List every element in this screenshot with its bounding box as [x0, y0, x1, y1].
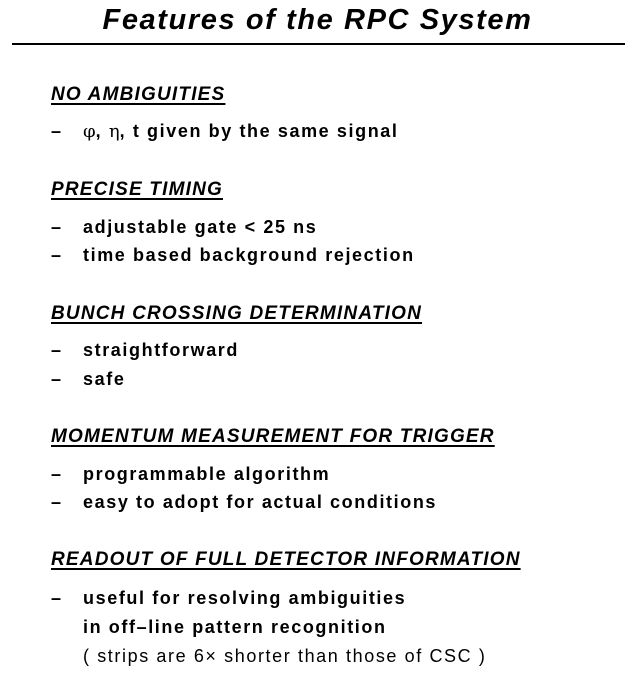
list-item-text: easy to adopt for actual conditions — [83, 492, 438, 512]
bullet-dash: – — [51, 588, 63, 608]
bullet-dash: – — [51, 492, 63, 512]
list-item — [51, 369, 125, 390]
section-heading-precise-timing: PRECISE TIMING — [51, 179, 223, 200]
eta-symbol: η — [108, 121, 120, 142]
list-item-text: safe — [83, 369, 126, 389]
bullet-dash: – — [51, 464, 63, 484]
separator: , — [119, 121, 127, 141]
separator: , — [95, 121, 103, 141]
list-item — [51, 245, 415, 266]
list-item — [51, 464, 330, 485]
bullet-dash: – — [51, 245, 63, 265]
section-heading-bunch-crossing: BUNCH CROSSING DETERMINATION — [51, 303, 423, 324]
title-underline-divider — [12, 43, 625, 45]
list-item-note: ( strips are 6× shorter than those of CSC ) — [83, 646, 487, 666]
list-item — [51, 340, 239, 361]
list-item-continuation: in off–line pattern recognition — [83, 617, 387, 637]
list-item-text: useful for resolving ambiguities — [83, 588, 407, 608]
list-item-text: programmable algorithm — [83, 464, 331, 484]
bullet-dash: – — [51, 217, 63, 237]
section-heading-readout: READOUT OF FULL DETECTOR INFORMATION — [51, 549, 521, 570]
phi-symbol: φ — [83, 121, 96, 142]
list-item — [51, 121, 399, 142]
bullet-dash: – — [51, 121, 63, 141]
page-title: Features of the RPC System — [102, 4, 533, 36]
list-item-text: adjustable gate < 25 ns — [83, 217, 318, 237]
section-heading-momentum-measurement: MOMENTUM MEASUREMENT FOR TRIGGER — [51, 426, 495, 447]
bullet-dash: – — [51, 369, 63, 389]
list-item — [51, 217, 317, 238]
list-item-text: straightforward — [83, 340, 240, 360]
bullet-dash: – — [51, 340, 63, 360]
list-item — [51, 492, 437, 513]
section-heading-no-ambiguities: NO AMBIGUITIES — [51, 84, 226, 105]
list-item-text: t given by the same signal — [132, 121, 399, 141]
list-item — [51, 588, 406, 609]
list-item-text: time based background rejection — [83, 245, 415, 265]
